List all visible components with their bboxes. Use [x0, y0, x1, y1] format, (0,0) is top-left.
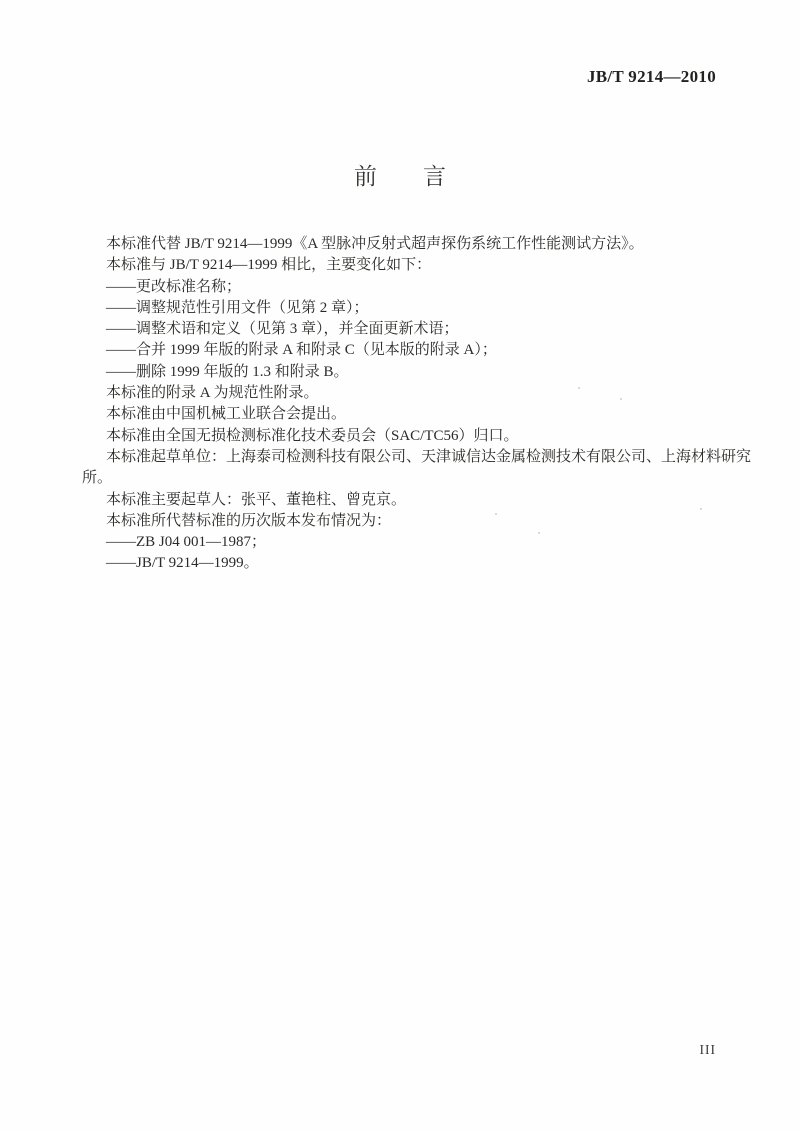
scan-speck [700, 508, 702, 510]
foreword-line: 本标准起草单位：上海泰司检测科技有限公司、天津诚信达金属检测技术有限公司、上海材料研究 [106, 448, 752, 465]
foreword-line: ——合并 1999 年版的附录 A 和附录 C（见本版的附录 A）； [106, 342, 497, 359]
scan-speck [578, 387, 580, 389]
scan-speck [538, 532, 540, 534]
page-number: III [699, 1042, 716, 1057]
foreword-line: ——ZB J04 001—1987； [106, 534, 267, 551]
foreword-line: ——删除 1999 年版的 1.3 和附录 B。 [106, 363, 349, 380]
foreword-line: 本标准所代替标准的历次版本发布情况为： [106, 512, 392, 529]
foreword-title: 前 言 [354, 164, 446, 189]
foreword-line: 本标准的附录 A 为规范性附录。 [106, 385, 319, 402]
foreword-line: 本标准由中国机械工业联合会提出。 [106, 406, 347, 423]
scan-speck [620, 398, 622, 400]
foreword-line: 本标准由全国无损检测标准化技术委员会（SAC/TC56）归口。 [106, 427, 519, 444]
foreword-line: 所。 [82, 470, 113, 487]
foreword-body [82, 234, 760, 575]
foreword-line: ——更改标准名称； [106, 278, 242, 295]
foreword-line: ——JB/T 9214—1999。 [106, 555, 259, 572]
foreword-line: ——调整规范性引用文件（见第 2 章）； [106, 299, 369, 316]
foreword-line: 本标准与 JB/T 9214—1999 相比，主要变化如下： [106, 257, 432, 274]
foreword-line: ——调整术语和定义（见第 3 章），并全面更新术语； [106, 321, 459, 338]
doc-number: JB/T 9214—2010 [586, 67, 716, 86]
scan-speck [495, 513, 497, 515]
foreword-line: 本标准主要起草人：张平、董艳柱、曾克京。 [106, 491, 407, 508]
foreword-line: 本标准代替 JB/T 9214—1999《A 型脉冲反射式超声探伤系统工作性能测试方法》。 [106, 236, 644, 252]
